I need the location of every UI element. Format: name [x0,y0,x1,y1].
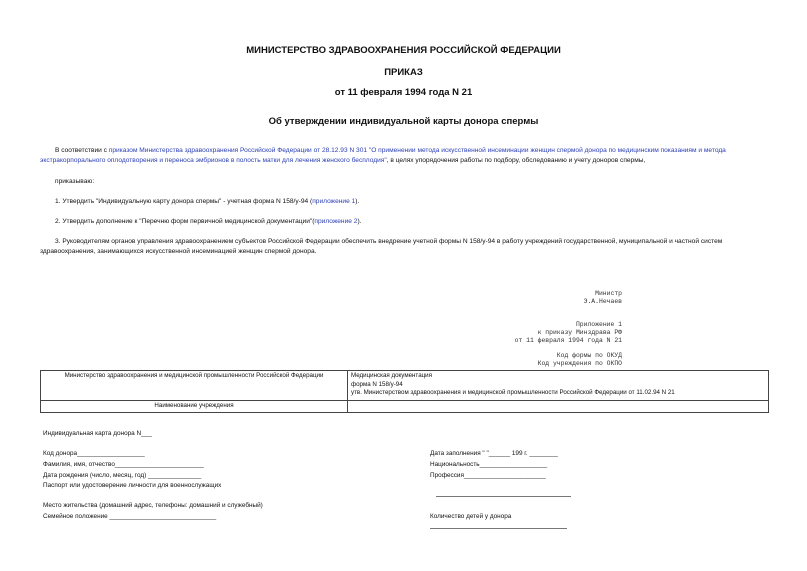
okpo-code-label: Код учреждения по ОКПО [537,360,622,367]
card-title: Индивидуальная карта донора N___ [43,430,152,437]
item-1 [55,197,359,207]
children-count-line [430,528,567,529]
donor-code-field: Код донора___________________ [43,450,145,457]
med-doc-cell [348,371,769,401]
institution-name-cell: Наименование учреждения [41,401,348,413]
appendix-line-3: от 11 февраля 1994 года N 21 [514,337,622,344]
signature-title: Министр [595,290,622,297]
empty-cell [348,401,769,413]
item-2-text: 2. Утвердить дополнение к "Перечню форм первичной медицинской документации"( [55,218,315,225]
family-status-field: Семейное положение ______________________________ [43,513,217,520]
profession-extra-line [436,496,571,497]
doc-type-heading: ПРИКАЗ [384,67,423,78]
preamble-paragraph [40,146,770,166]
item-1-end: ). [355,198,360,205]
approved-by: утв. Министерством здравоохранения и медицинской промышленности Российской Федерации от 11.02.94 N 21 [351,389,675,396]
nationality-field: Национальность___________________ [430,461,548,468]
birth-date-field: Дата рождения (число, месяц, год) _______________ [43,472,202,479]
signature-name: Э.А.Нечаев [583,298,622,305]
residence-field: Место жительства (домашний адрес, телефоны: домашний и служебный) [43,502,263,509]
form-header-table [40,370,769,413]
fio-field: Фамилия, имя, отчество_________________________ [43,461,204,468]
ministry-cell: Министерство здравоохранения и медицинской промышленности Российской Федерации [41,371,348,401]
orders-word: приказываю: [55,178,95,185]
appendix-line-1: Приложение 1 [575,321,622,328]
order-date-number: от 11 февраля 1994 года N 21 [334,87,473,98]
item-1-text: 1. Утвердить "Индивидуальную карту донора спермы" - учетная форма N 158/у-94 ( [55,198,313,205]
appendix-line-2: к приказу Минздрава РФ [537,329,622,336]
preamble-end: , в целях упорядочения работы по подбору, обследованию и учету доноров спермы, [386,157,646,164]
preamble-start: В соответствии с [55,147,109,154]
appendix-1-link[interactable]: приложение 1 [312,198,356,205]
profession-field: Профессия_______________________ [430,472,546,479]
okud-code-label: Код формы по ОКУД [556,352,622,359]
form-number: форма N 158/у-94 [351,380,403,388]
fill-date-field: Дата заполнения " "______ 199 г. ________ [430,450,558,457]
item-2 [55,217,361,227]
ministry-heading: МИНИСТЕРСТВО ЗДРАВООХРАНЕНИЯ РОССИЙСКОЙ ФЕДЕРАЦИИ [246,45,561,56]
item-3: 3. Руководителям органов управления здравоохранением субъектов Российской Федерации обеспечить внедрение учетной формы N 158/у-94 в работу учреждений государственной, муниципальной и частной систем здравоохранения, занимающихся искусственной инсеминацией женщин спермой донора. [40,238,723,255]
children-count-field: Количество детей у донора [430,513,512,520]
med-doc-label: Медицинская документация [351,372,432,379]
item-2-end: ). [357,218,362,225]
passport-field: Паспорт или удостоверение личности для военнослужащих [43,482,222,489]
appendix-2-link[interactable]: приложение 2 [314,218,358,225]
order-301-link[interactable]: приказом Министерства здравоохранения Российской Федерации от 28.12.93 N 301 "О применении метода искусственной инсеминации женщин спермой донора по медицинским показаниям и метода экстракорпорального оплодотворения и переноса эмбрионов в полость матки для лечения женского бесплодия" [40,147,726,164]
document-title: Об утверждении индивидуальной карты донора спермы [268,116,539,127]
